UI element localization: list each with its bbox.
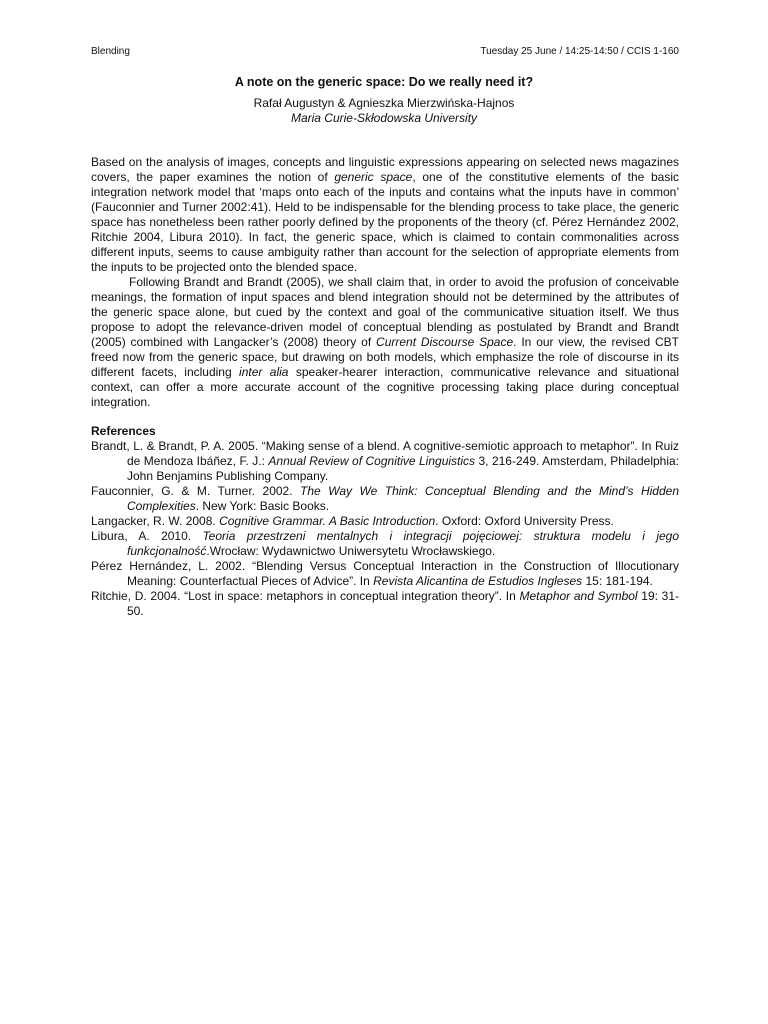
abstract-paragraph-1: Based on the analysis of images, concepts and linguistic expressions appearing on selected news magazines covers, the paper examines the notion of generic space, one of the constitutive elements of the basic integration network model that ‘maps onto each of the inputs and contains what the inputs have in common’ (Fauconnier and Turner 2002:41). Held to be indispensable for the blending process to take place, the generic space has nonetheless been rather poorly defined by the proponents of the theory (cf. Pérez Hernández 2002, Ritchie 2004, Libura 2010). In fact, the generic space, which is claimed to contain commonalities across different inputs, seems to cause ambiguity rather than account for the selection of appropriate elements from the inputs to be projected onto the blended space. — [91, 155, 679, 274]
paper-title: A note on the generic space: Do we really need it? — [234, 75, 534, 89]
abstract-body — [91, 155, 679, 619]
reference-item: Fauconnier, G. & M. Turner. 2002. The Way We Think: Conceptual Blending and the Mind’s Hidden Complexities. New York: Basic Books. — [91, 484, 679, 513]
references-heading: References — [91, 424, 156, 438]
authors: Rafał Augustyn & Agnieszka Mierzwińska-Hajnos — [253, 96, 515, 110]
abstract-paragraph-2: Following Brandt and Brandt (2005), we shall claim that, in order to avoid the profusion of conceivable meanings, the formation of input spaces and blend integration should not be determined by the attributes of the generic space alone, but cued by the context and goal of the communicative situation itself. We thus propose to adopt the relevance-driven model of conceptual blending as postulated by Brandt and Brandt (2005) combined with Langacker’s (2008) theory of Current Discourse Space. In our view, the revised CBT freed now from the generic space, but drawing on both models, which emphasize the role of discourse in its different facets, including inter alia speaker-hearer interaction, communicative relevance and situational context, can offer a more accurate account of the cognitive processing taking place during conceptual integration. — [91, 275, 679, 409]
header-left: Blending — [91, 46, 130, 57]
author-block — [0, 96, 768, 126]
reference-item: Brandt, L. & Brandt, P. A. 2005. “Making sense of a blend. A cognitive-semiotic approach to metaphor”. In Ruiz de Mendoza Ibáñez, F. J.: Annual Review of Cognitive Linguistics 3, 216-249. Amsterdam, Philadelphia: John Benjamins Publishing Company. — [91, 439, 680, 483]
reference-item: Pérez Hernández, L. 2002. “Blending Versus Conceptual Interaction in the Construction of Illocutionary Meaning: Counterfactual Pieces of Advice”. In Revista Alicantina de Estudios Ingleses 15: 181-194. — [91, 559, 679, 588]
affiliation: Maria Curie-Skłodowska University — [290, 111, 478, 125]
references-list — [91, 439, 679, 619]
reference-item: Langacker, R. W. 2008. Cognitive Grammar. A Basic Introduction. Oxford: Oxford University Press. — [91, 514, 614, 528]
header-right: Tuesday 25 June / 14:25-14:50 / CCIS 1-160 — [480, 46, 679, 57]
reference-item: Libura, A. 2010. Teoria przestrzeni mentalnych i integracji pojęciowej: struktura modelu i jego funkcjonalność.Wrocław: Wydawnictwo Uniwersytetu Wrocławskiego. — [91, 529, 680, 558]
reference-item: Ritchie, D. 2004. “Lost in space: metaphors in conceptual integration theory”. In Metaphor and Symbol 19: 31-50. — [91, 589, 679, 618]
running-header — [91, 45, 679, 59]
